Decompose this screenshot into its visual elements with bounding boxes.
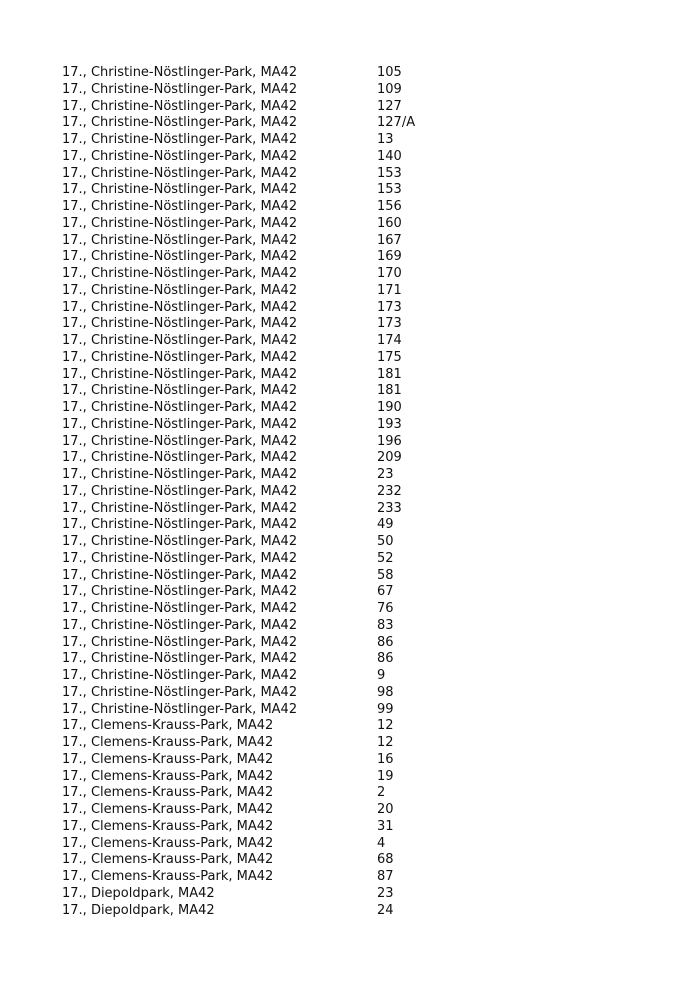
number-cell: 98 (377, 684, 394, 700)
list-row (62, 651, 662, 668)
list-row (62, 618, 662, 635)
number-cell: 23 (377, 885, 394, 901)
number-cell: 16 (377, 751, 394, 767)
location-cell: 17., Clemens-Krauss-Park, MA42 (62, 768, 274, 784)
number-cell: 174 (377, 333, 402, 348)
list-row (62, 568, 662, 585)
number-cell: 173 (377, 299, 402, 315)
location-cell: 17., Christine-Nöstlinger-Park, MA42 (62, 182, 298, 198)
list-row (62, 735, 662, 752)
list-row (62, 903, 662, 920)
list-row (62, 182, 662, 199)
number-cell: 86 (377, 634, 394, 650)
list-row (62, 702, 662, 719)
list-row (62, 852, 662, 869)
list-row (62, 149, 662, 166)
list-row (62, 400, 662, 417)
list-row (62, 785, 662, 802)
number-cell: 4 (377, 835, 386, 851)
number-cell: 19 (377, 768, 394, 784)
number-cell: 13 (377, 132, 394, 147)
location-cell: 17., Clemens-Krauss-Park, MA42 (62, 852, 274, 868)
list-row (62, 82, 662, 99)
number-cell: 171 (377, 282, 402, 298)
location-cell: 17., Christine-Nöstlinger-Park, MA42 (62, 366, 298, 382)
location-cell: 17., Christine-Nöstlinger-Park, MA42 (62, 81, 298, 97)
location-cell: 17., Christine-Nöstlinger-Park, MA42 (62, 567, 298, 583)
location-cell: 17., Clemens-Krauss-Park, MA42 (62, 818, 274, 834)
list-row (62, 434, 662, 451)
list-row (62, 484, 662, 501)
number-cell: 87 (377, 869, 394, 884)
list-row (62, 233, 662, 250)
number-cell: 99 (377, 701, 394, 717)
location-cell: 17., Clemens-Krauss-Park, MA42 (62, 718, 274, 734)
list-row (62, 752, 662, 769)
location-cell: 17., Christine-Nöstlinger-Park, MA42 (62, 333, 298, 348)
list-row (62, 718, 662, 735)
number-cell: 232 (377, 483, 402, 499)
number-cell: 181 (377, 366, 402, 382)
number-cell: 109 (377, 81, 402, 97)
list-row (62, 685, 662, 702)
location-cell: 17., Christine-Nöstlinger-Park, MA42 (62, 316, 298, 332)
location-cell: 17., Christine-Nöstlinger-Park, MA42 (62, 433, 298, 449)
number-cell: 167 (377, 232, 402, 248)
number-cell: 153 (377, 165, 402, 181)
number-cell: 169 (377, 249, 402, 265)
location-cell: 17., Christine-Nöstlinger-Park, MA42 (62, 584, 298, 600)
location-cell: 17., Christine-Nöstlinger-Park, MA42 (62, 249, 298, 265)
location-cell: 17., Christine-Nöstlinger-Park, MA42 (62, 132, 298, 147)
location-cell: 17., Christine-Nöstlinger-Park, MA42 (62, 416, 298, 432)
list-row (62, 166, 662, 183)
location-cell: 17., Christine-Nöstlinger-Park, MA42 (62, 634, 298, 650)
location-cell: 17., Christine-Nöstlinger-Park, MA42 (62, 517, 298, 533)
list-row (62, 132, 662, 149)
location-cell: 17., Clemens-Krauss-Park, MA42 (62, 735, 274, 750)
location-cell: 17., Christine-Nöstlinger-Park, MA42 (62, 299, 298, 315)
list-row (62, 819, 662, 836)
location-cell: 17., Christine-Nöstlinger-Park, MA42 (62, 651, 298, 667)
location-cell: 17., Clemens-Krauss-Park, MA42 (62, 835, 274, 851)
number-cell: 209 (377, 450, 402, 466)
list-row (62, 551, 662, 568)
location-cell: 17., Clemens-Krauss-Park, MA42 (62, 869, 274, 884)
location-cell: 17., Christine-Nöstlinger-Park, MA42 (62, 199, 298, 214)
location-cell: 17., Christine-Nöstlinger-Park, MA42 (62, 349, 298, 365)
list-row (62, 65, 662, 82)
number-cell: 50 (377, 534, 394, 549)
list-row (62, 300, 662, 317)
number-cell: 58 (377, 567, 394, 583)
number-cell: 175 (377, 349, 402, 365)
location-cell: 17., Christine-Nöstlinger-Park, MA42 (62, 215, 298, 231)
number-cell: 156 (377, 199, 402, 214)
list-row (62, 769, 662, 786)
location-cell: 17., Christine-Nöstlinger-Park, MA42 (62, 467, 298, 482)
tree-list (62, 65, 662, 919)
number-cell: 127/A (377, 115, 416, 131)
number-cell: 83 (377, 617, 394, 633)
number-cell: 181 (377, 383, 402, 399)
list-row (62, 115, 662, 132)
list-row (62, 417, 662, 434)
number-cell: 24 (377, 902, 394, 918)
location-cell: 17., Christine-Nöstlinger-Park, MA42 (62, 65, 298, 80)
list-row (62, 316, 662, 333)
number-cell: 140 (377, 148, 402, 164)
list-row (62, 869, 662, 886)
list-row (62, 601, 662, 618)
number-cell: 105 (377, 65, 402, 80)
list-row (62, 266, 662, 283)
list-row (62, 584, 662, 601)
list-row (62, 216, 662, 233)
number-cell: 86 (377, 651, 394, 667)
location-cell: 17., Christine-Nöstlinger-Park, MA42 (62, 266, 298, 281)
location-cell: 17., Christine-Nöstlinger-Park, MA42 (62, 617, 298, 633)
location-cell: 17., Christine-Nöstlinger-Park, MA42 (62, 98, 298, 114)
list-row (62, 635, 662, 652)
list-row (62, 517, 662, 534)
location-cell: 17., Christine-Nöstlinger-Park, MA42 (62, 282, 298, 298)
location-cell: 17., Christine-Nöstlinger-Park, MA42 (62, 400, 298, 415)
number-cell: 193 (377, 416, 402, 432)
list-row (62, 501, 662, 518)
list-row (62, 467, 662, 484)
location-cell: 17., Christine-Nöstlinger-Park, MA42 (62, 232, 298, 248)
location-cell: 17., Christine-Nöstlinger-Park, MA42 (62, 383, 298, 399)
number-cell: 76 (377, 601, 394, 616)
number-cell: 233 (377, 500, 402, 516)
location-cell: 17., Christine-Nöstlinger-Park, MA42 (62, 601, 298, 616)
number-cell: 170 (377, 266, 402, 281)
number-cell: 190 (377, 400, 402, 415)
number-cell: 160 (377, 215, 402, 231)
list-row (62, 283, 662, 300)
number-cell: 67 (377, 584, 394, 600)
location-cell: 17., Christine-Nöstlinger-Park, MA42 (62, 684, 298, 700)
number-cell: 9 (377, 668, 386, 683)
location-cell: 17., Diepoldpark, MA42 (62, 885, 215, 901)
location-cell: 17., Christine-Nöstlinger-Park, MA42 (62, 165, 298, 181)
list-row (62, 99, 662, 116)
location-cell: 17., Christine-Nöstlinger-Park, MA42 (62, 500, 298, 516)
number-cell: 196 (377, 433, 402, 449)
number-cell: 49 (377, 517, 394, 533)
location-cell: 17., Clemens-Krauss-Park, MA42 (62, 785, 274, 801)
list-row (62, 350, 662, 367)
list-row (62, 367, 662, 384)
number-cell: 127 (377, 98, 402, 114)
number-cell: 31 (377, 818, 394, 834)
number-cell: 20 (377, 802, 394, 817)
location-cell: 17., Christine-Nöstlinger-Park, MA42 (62, 668, 298, 683)
location-cell: 17., Clemens-Krauss-Park, MA42 (62, 802, 274, 817)
location-cell: 17., Christine-Nöstlinger-Park, MA42 (62, 483, 298, 499)
location-cell: 17., Diepoldpark, MA42 (62, 902, 215, 918)
location-cell: 17., Christine-Nöstlinger-Park, MA42 (62, 534, 298, 549)
list-row (62, 836, 662, 853)
number-cell: 12 (377, 735, 394, 750)
list-row (62, 383, 662, 400)
number-cell: 23 (377, 467, 394, 482)
list-row (62, 249, 662, 266)
location-cell: 17., Christine-Nöstlinger-Park, MA42 (62, 148, 298, 164)
list-row (62, 534, 662, 551)
number-cell: 2 (377, 785, 386, 801)
location-cell: 17., Christine-Nöstlinger-Park, MA42 (62, 450, 298, 466)
location-cell: 17., Christine-Nöstlinger-Park, MA42 (62, 115, 298, 131)
list-row (62, 668, 662, 685)
location-cell: 17., Christine-Nöstlinger-Park, MA42 (62, 701, 298, 717)
number-cell: 12 (377, 718, 394, 734)
list-row (62, 199, 662, 216)
list-row (62, 886, 662, 903)
number-cell: 52 (377, 550, 394, 566)
list-row (62, 333, 662, 350)
number-cell: 173 (377, 316, 402, 332)
list-row (62, 450, 662, 467)
location-cell: 17., Christine-Nöstlinger-Park, MA42 (62, 550, 298, 566)
list-row (62, 802, 662, 819)
location-cell: 17., Clemens-Krauss-Park, MA42 (62, 751, 274, 767)
number-cell: 153 (377, 182, 402, 198)
number-cell: 68 (377, 852, 394, 868)
